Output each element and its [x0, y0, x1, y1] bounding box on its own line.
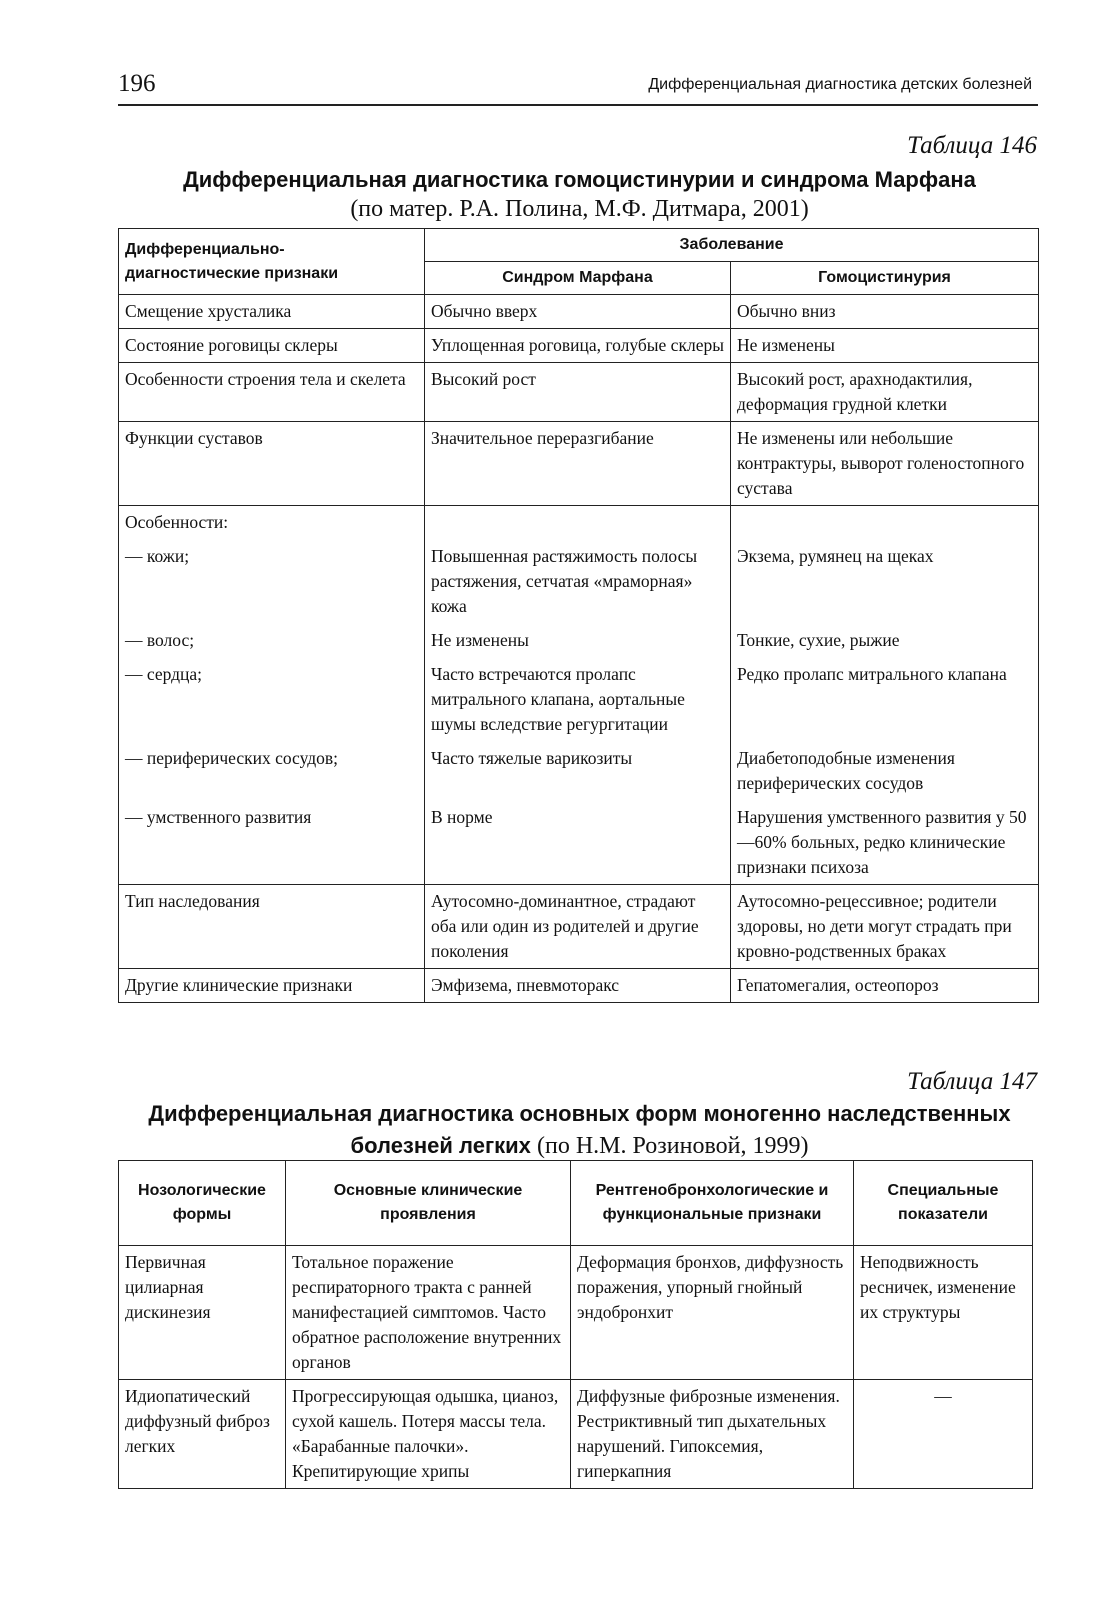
marfan-cell: Высокий рост: [425, 363, 731, 422]
sign-cell: Другие клинические признаки: [119, 969, 425, 1003]
features-homocystinuria-cell: [731, 506, 1039, 885]
marfan-heart: Часто встречаются пролапс митрального клапана, аортальные шумы вследствие регургитации: [431, 664, 685, 734]
column-header-marfan: Синдром Марфана: [425, 262, 731, 295]
feature-heart: — сердца;: [125, 664, 203, 684]
homocystinuria-cell: Высокий рост, арахнодактилия, деформация грудной клетки: [731, 363, 1039, 422]
marfan-cell: Эмфизема, пневмоторакс: [425, 969, 731, 1003]
table-147-subtitle: (по Н.М. Розиновой, 1999): [537, 1133, 809, 1159]
clinical-cell: Тотальное поражение респираторного тракта с ранней манифестацией симптомов. Часто обратное расположение внутренних органов: [286, 1246, 571, 1380]
features-marfan-cell: [425, 506, 731, 885]
homo-vessels: Диабетоподобные изменения периферических сосудов: [737, 748, 955, 793]
table-header-row: [119, 1161, 1033, 1246]
homocystinuria-cell: Гепатомегалия, остеопороз: [731, 969, 1039, 1003]
column-header-forms: Нозологические формы: [119, 1161, 286, 1246]
column-header-disease: Заболевание: [425, 229, 1039, 262]
homo-hair: Тонкие, сухие, рыжие: [737, 630, 900, 650]
xray-cell: Деформация бронхов, диффузность поражения, упорный гнойный эндобронхит: [571, 1246, 854, 1380]
homocystinuria-cell: Не изменены: [731, 329, 1039, 363]
homo-mental: Нарушения умственного развития у 50—60% больных, редко клинические признаки психоза: [737, 807, 1027, 877]
running-title: Дифференциальная диагностика детских болезней: [648, 76, 1032, 93]
table-146-subtitle: (по матер. Р.А. Полина, М.Ф. Дитмара, 2001): [350, 196, 809, 222]
table-row: [119, 885, 1039, 969]
homocystinuria-cell: Обычно вниз: [731, 295, 1039, 329]
feature-vessels: — периферических сосудов;: [125, 748, 339, 768]
marfan-cell: Значительное переразгибание: [425, 422, 731, 506]
marfan-cell: Аутосомно-доминантное, страдают оба или один из родителей и другие поколения: [425, 885, 731, 969]
column-header-xray: Рентгенобронхологические и функциональные признаки: [571, 1161, 854, 1246]
table-row-features: [119, 506, 1039, 885]
table-row: [119, 969, 1039, 1003]
homocystinuria-cell: Аутосомно-рецессивное; родители здоровы, но дети могут страдать при кровно-родственных браках: [731, 885, 1039, 969]
marfan-hair: Не изменены: [431, 630, 529, 650]
feature-mental: — умственного развития: [125, 807, 312, 827]
table-147-title: Дифференциальная диагностика основных форм моногенно наследственных болезней легких: [148, 1101, 1011, 1158]
sign-cell: Тип наследования: [119, 885, 425, 969]
sign-cell: Смещение хрусталика: [119, 295, 425, 329]
column-header-signs: Дифференциально-диагностические признаки: [119, 229, 425, 295]
table-146-title: Дифференциальная диагностика гомоцистинурии и синдрома Марфана: [183, 167, 976, 192]
table-146-label: Таблица 146: [907, 132, 1037, 159]
running-header: [118, 70, 1038, 106]
marfan-mental: В норме: [431, 807, 493, 827]
clinical-cell: Прогрессирующая одышка, цианоз, сухой кашель. Потеря массы тела. «Барабанные палочки». Крепитирующие хрипы: [286, 1380, 571, 1489]
table-row: [119, 295, 1039, 329]
table-147-label: Таблица 147: [907, 1068, 1037, 1095]
form-cell: Идиопатический диффузный фиброз легких: [119, 1380, 286, 1489]
marfan-cell: Уплощенная роговица, голубые склеры: [425, 329, 731, 363]
special-cell: Неподвижность ресничек, изменение их структуры: [854, 1246, 1033, 1380]
column-header-special: Специальные показатели: [854, 1161, 1033, 1246]
homo-skin: Экзема, румянец на щеках: [737, 546, 934, 566]
table-146: [118, 228, 1039, 1003]
page-number: 196: [118, 70, 156, 97]
marfan-cell: Обычно вверх: [425, 295, 731, 329]
feature-hair: — волос;: [125, 630, 195, 650]
table-header-row: [119, 229, 1039, 262]
homo-heart: Редко пролапс митрального клапана: [737, 664, 1007, 684]
features-heading: Особенности:: [125, 512, 229, 532]
homocystinuria-cell: Не изменены или небольшие контрактуры, выворот голеностопного сустава: [731, 422, 1039, 506]
column-header-clinical: Основные клинические проявления: [286, 1161, 571, 1246]
form-cell: Первичная цилиарная дискинезия: [119, 1246, 286, 1380]
xray-cell: Диффузные фиброзные изменения. Рестриктивный тип дыхательных нарушений. Гипоксемия, гиперкапния: [571, 1380, 854, 1489]
special-cell: —: [854, 1380, 1033, 1489]
marfan-skin: Повышенная растяжимость полосы растяжения, сетчатая «мраморная» кожа: [431, 546, 698, 616]
feature-skin: — кожи;: [125, 546, 190, 566]
table-147: [118, 1160, 1033, 1489]
table-row: [119, 1380, 1033, 1489]
sign-cell: Функции суставов: [119, 422, 425, 506]
table-147-heading: [112, 1098, 1047, 1162]
table-row: [119, 329, 1039, 363]
sign-cell: Особенности строения тела и скелета: [119, 363, 425, 422]
table-row: [119, 1246, 1033, 1380]
column-header-homocystinuria: Гомоцистинурия: [731, 262, 1039, 295]
table-row: [119, 422, 1039, 506]
sign-cell: Состояние роговицы склеры: [119, 329, 425, 363]
marfan-vessels: Часто тяжелые варикозиты: [431, 748, 633, 768]
features-sign-cell: [119, 506, 425, 885]
table-row: [119, 363, 1039, 422]
